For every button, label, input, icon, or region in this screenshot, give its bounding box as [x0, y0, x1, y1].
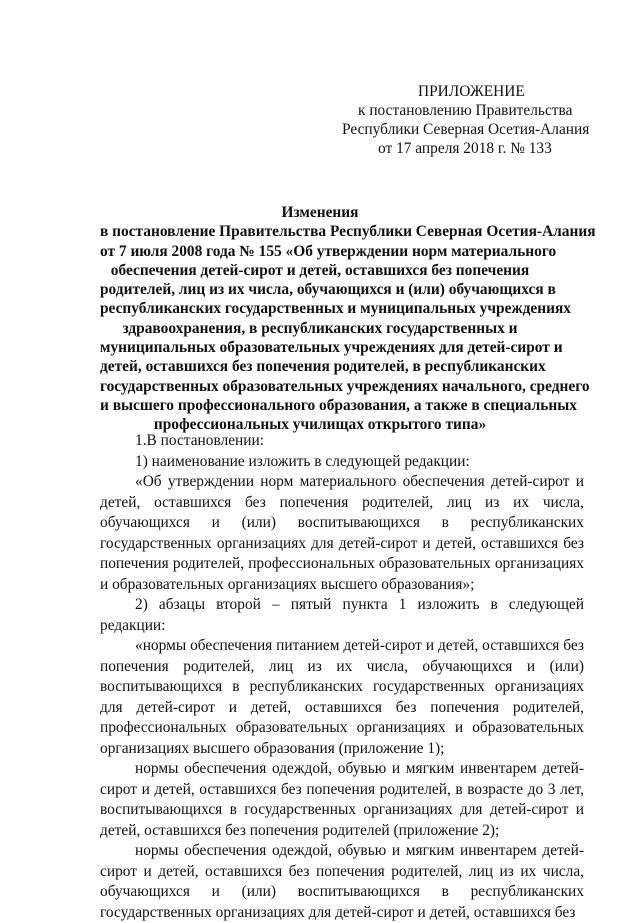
- title-line: муниципальных образовательных учреждениях для детей-сирот и: [100, 339, 563, 357]
- appendix-heading: ПРИЛОЖЕНИЕ: [418, 83, 525, 100]
- title-line: государственных образовательных учреждениях начального, среднего: [100, 377, 590, 395]
- appendix-line-2: Республики Северная Осетия-Алания: [342, 121, 590, 138]
- paragraph-norms-clothing: нормы обеспечения одеждой, обувью и мягким инвентарем детей-сирот и детей, оставшихся без попечения родителей, лиц из их числа, обучающихся и (или) воспитывающихся в республиканских государственных организациях для детей-сирот и детей, оставшихся без: [100, 842, 584, 921]
- title-line: в постановление Правительства Республики Северная Осетия-Алания: [100, 223, 596, 241]
- title-line: и высшего профессионального образования, а также в специальных: [100, 396, 577, 414]
- title-line: здравоохранения, в республиканских государственных и: [122, 319, 518, 337]
- paragraph-norms-food: «нормы обеспечения питанием детей-сирот и детей, оставшихся без попечения родителей, лиц из их числа, обучающихся и (или) воспитывающихся в республиканских государственных организациях для детей-сирот и детей, оставшихся без попечения родителей, профессиональных образовательных организациях и образовательных организациях высшего образования (приложение 1);: [100, 637, 584, 757]
- title-line: Изменения: [281, 204, 359, 221]
- document-body: [100, 431, 584, 923]
- title-line: родителей, лиц из их числа, обучающихся и (или) обучающихся в: [100, 281, 556, 299]
- title-line: республиканских государственных и муниципальных учреждениях: [100, 300, 571, 318]
- title-line: обеспечения детей-сирот и детей, оставшихся без попечения: [110, 261, 530, 279]
- paragraph-new-title: «Об утверждении норм материального обеспечения детей-сирот и детей, оставшихся без попечения родителей, лиц из их числа, обучающихся и (или) воспитывающихся в республиканских государственных организациях для детей-сирот и детей, оставшихся без попечения родителей, профессиональных образовательных организациях и образовательных организациях высшего образования»;: [100, 473, 584, 593]
- title-line: от 7 июля 2008 года № 155 «Об утверждении норм материального: [100, 242, 557, 260]
- document-title: [100, 203, 596, 435]
- title-line: профессиональных училищах открытого типа»: [153, 416, 487, 434]
- paragraph-item-2: 2) абзацы второй – пятый пункта 1 изложить в следующей редакции:: [100, 596, 584, 634]
- paragraph-item-1: 1) наименование изложить в следующей редакции:: [135, 452, 470, 470]
- appendix-line-1: к постановлению Правительства: [358, 102, 573, 119]
- appendix-line-3: от 17 апреля 2018 г. № 133: [378, 140, 552, 157]
- title-line: детей, оставшихся без попечения родителей, в республиканских: [100, 358, 546, 376]
- paragraph-section: 1.В постановлении:: [135, 432, 265, 449]
- appendix-block: [330, 82, 600, 158]
- paragraph-norms-clothing-under-3: нормы обеспечения одеждой, обувью и мягким инвентарем детей-сирот и детей, оставшихся без попечения родителей, в возрасте до 3 лет, воспитывающихся в государственных организациях для детей-сирот и детей, оставшихся без попечения родителей (приложение 2);: [100, 760, 584, 839]
